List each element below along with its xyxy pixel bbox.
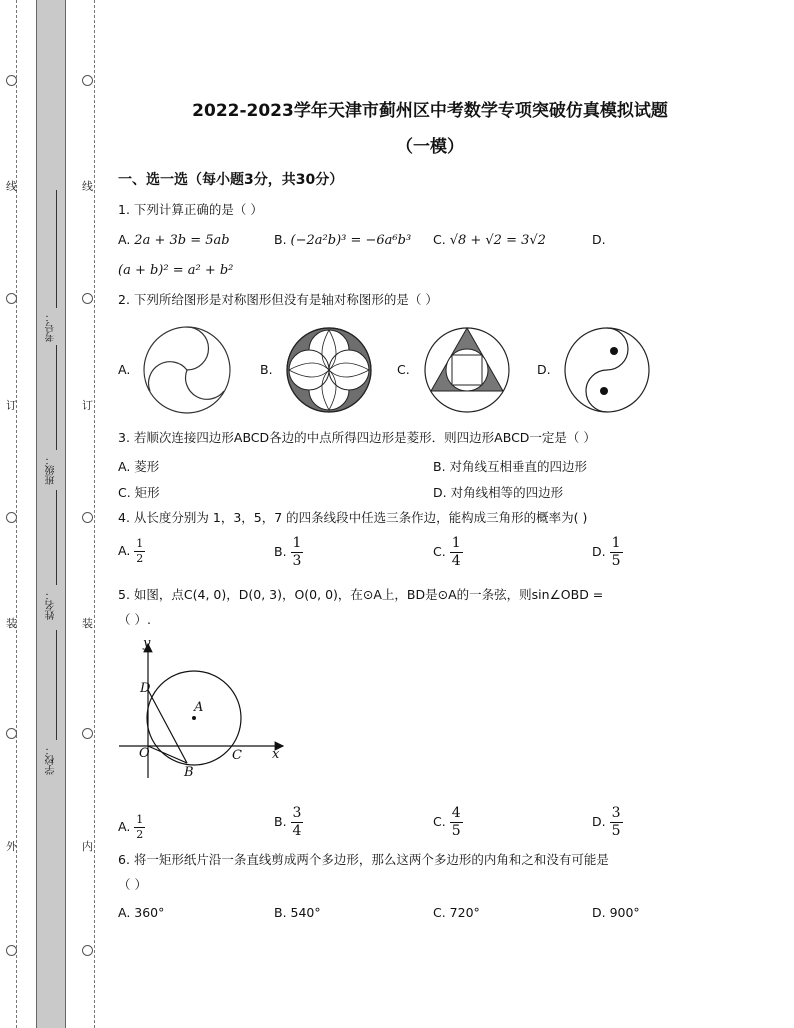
q3-option-c: C. 矩形 — [118, 485, 160, 500]
margin-label-zhuang: 装 — [6, 617, 17, 630]
q4-option-b-fraction — [291, 535, 304, 570]
fig-label-c: C — [232, 748, 242, 763]
fig-label-a: A — [194, 700, 204, 715]
denominator: 4 — [451, 553, 461, 569]
class-label: 班级： — [46, 455, 57, 485]
numerator: 1 — [451, 535, 461, 551]
numerator: 1 — [136, 537, 144, 550]
gray-band — [36, 0, 66, 1028]
numerator: 1 — [136, 813, 144, 826]
school-line — [56, 630, 57, 740]
q1-option-d-label: D. — [592, 232, 606, 247]
denominator: 2 — [136, 552, 144, 565]
q3-option-a: A. 菱形 — [118, 459, 160, 474]
binding-hole — [6, 75, 17, 86]
margin-label-ding: 订 — [82, 399, 93, 412]
margin-label-xian: 线 — [6, 180, 17, 193]
q2-stem: 2. 下列所给图形是对称图形但没有是轴对称图形的是（ ） — [118, 292, 438, 307]
denominator: 5 — [611, 553, 621, 569]
margin-label-zhuang: 装 — [82, 617, 93, 630]
margin-label-nei: 内 — [82, 840, 93, 853]
exam-title: 2022-2023学年天津市蓟州区中考数学专项突破仿真模拟试题 — [192, 101, 668, 121]
q1-option-c-label: C. — [433, 232, 446, 247]
section-heading: 一、选一选（每小题3分，共30分） — [118, 172, 344, 188]
denominator: 3 — [292, 553, 302, 569]
fig-label-d: D — [140, 681, 151, 696]
q2-figure-a — [140, 325, 234, 415]
q2-option-d-label: D. — [537, 362, 551, 377]
q4-option-b — [274, 535, 303, 570]
binding-hole — [6, 945, 17, 956]
fig-label-b: B — [184, 765, 194, 780]
q4-option-b-label: B. — [274, 544, 287, 559]
q6-option-b: B. 540° — [274, 905, 321, 920]
q2-figure-c — [422, 325, 512, 415]
q1-option-a-expr: 2a + 3b = 5ab — [134, 233, 230, 248]
q1-option-a — [118, 232, 230, 248]
q5-stem-paren: （ ）. — [118, 612, 151, 627]
q1-stem: 1. 下列计算正确的是（ ） — [118, 202, 263, 217]
class-line — [56, 345, 57, 450]
q4-option-c-fraction — [450, 535, 463, 570]
q5-option-b-fraction — [291, 805, 304, 840]
q4-option-c-label: C. — [433, 544, 446, 559]
exam-number-line — [56, 190, 57, 308]
q4-option-d-fraction — [610, 535, 623, 570]
fig-label-x: x — [272, 747, 280, 762]
q2-option-b-label: B. — [260, 362, 273, 377]
q1-option-d-expr-text: (a + b)² = a² + b² — [118, 263, 234, 278]
numerator: 1 — [292, 535, 302, 551]
q1-option-c-expr: √8 + √2 = 3√2 — [449, 233, 546, 248]
q2-option-c-label: C. — [397, 362, 410, 377]
q5-option-b — [274, 805, 303, 840]
school-label: 学校： — [46, 745, 57, 775]
q5-option-a-fraction — [134, 813, 145, 842]
numerator: 1 — [611, 535, 621, 551]
q5-option-d — [592, 805, 623, 840]
q4-stem: 4. 从长度分别为 1，3，5，7 的四条线段中任选三条作边，能构成三角形的概率为( ) — [118, 510, 588, 525]
margin-label-wai: 外 — [6, 840, 17, 853]
exam-number-label: 考号： — [46, 312, 57, 342]
binding-hole — [82, 728, 93, 739]
denominator: 4 — [292, 823, 302, 839]
name-line — [56, 490, 57, 585]
q5-option-a — [118, 813, 145, 842]
binding-hole — [82, 293, 93, 304]
fig-label-y: y — [143, 636, 151, 651]
denominator: 5 — [611, 823, 621, 839]
denominator: 2 — [136, 828, 144, 841]
binding-hole — [6, 512, 17, 523]
q1-option-d-expr — [118, 262, 233, 278]
q1-option-c — [433, 232, 546, 248]
inner-cut-line — [94, 0, 95, 1028]
q3-stem: 3. 若顺次连接四边形ABCD各边的中点所得四边形是菱形．则四边形ABCD一定是（ ） — [118, 430, 596, 445]
binding-hole — [6, 728, 17, 739]
q4-option-d — [592, 535, 623, 570]
q5-option-a-label: A. — [118, 819, 131, 834]
q5-option-b-label: B. — [274, 814, 287, 829]
q6-stem-paren: （ ） — [118, 877, 147, 892]
fig-label-o: O — [139, 746, 150, 761]
q5-option-c-fraction — [450, 805, 463, 840]
margin-label-ding: 订 — [6, 399, 17, 412]
q6-stem: 6. 将一矩形纸片沿一条直线剪成两个多边形，那么这两个多边形的内角和之和没有可能是 — [118, 852, 609, 867]
q3-option-d: D. 对角线相等的四边形 — [433, 485, 564, 500]
binding-hole — [82, 512, 93, 523]
q5-option-c — [433, 805, 463, 840]
binding-hole — [6, 293, 17, 304]
q5-option-c-label: C. — [433, 814, 446, 829]
q1-option-b-expr: (−2a²b)³ = −6a⁶b³ — [290, 233, 412, 248]
name-label: 姓名： — [46, 590, 57, 620]
numerator: 3 — [292, 805, 302, 821]
q6-option-d: D. 900° — [592, 905, 640, 920]
q4-option-c — [433, 535, 463, 570]
q1-option-a-label: A. — [118, 232, 131, 247]
q1-option-b-label: B. — [274, 232, 287, 247]
numerator: 3 — [611, 805, 621, 821]
numerator: 4 — [451, 805, 461, 821]
q6-option-c: C. 720° — [433, 905, 480, 920]
exam-title-sub: （一模） — [396, 137, 464, 157]
q2-option-a-label: A. — [118, 362, 131, 377]
q4-option-a-label: A. — [118, 543, 131, 558]
binding-hole — [82, 945, 93, 956]
q1-option-b — [274, 232, 411, 248]
q4-option-a — [118, 537, 145, 566]
denominator: 5 — [451, 823, 461, 839]
q2-figure-b — [284, 325, 374, 415]
binding-hole — [82, 75, 93, 86]
q2-figure-d — [562, 325, 652, 415]
q5-option-d-fraction — [610, 805, 623, 840]
q4-option-a-fraction — [134, 537, 145, 566]
q6-option-a: A. 360° — [118, 905, 165, 920]
q4-option-d-label: D. — [592, 544, 606, 559]
margin-label-xian: 线 — [82, 180, 93, 193]
q3-option-b: B. 对角线互相垂直的四边形 — [433, 459, 588, 474]
q5-stem: 5. 如图，点C(4, 0)，D(0, 3)，O(0, 0)，在⊙A上，BD是⊙A的一条弦，则sin∠OBD = — [118, 587, 604, 602]
q5-option-d-label: D. — [592, 814, 606, 829]
